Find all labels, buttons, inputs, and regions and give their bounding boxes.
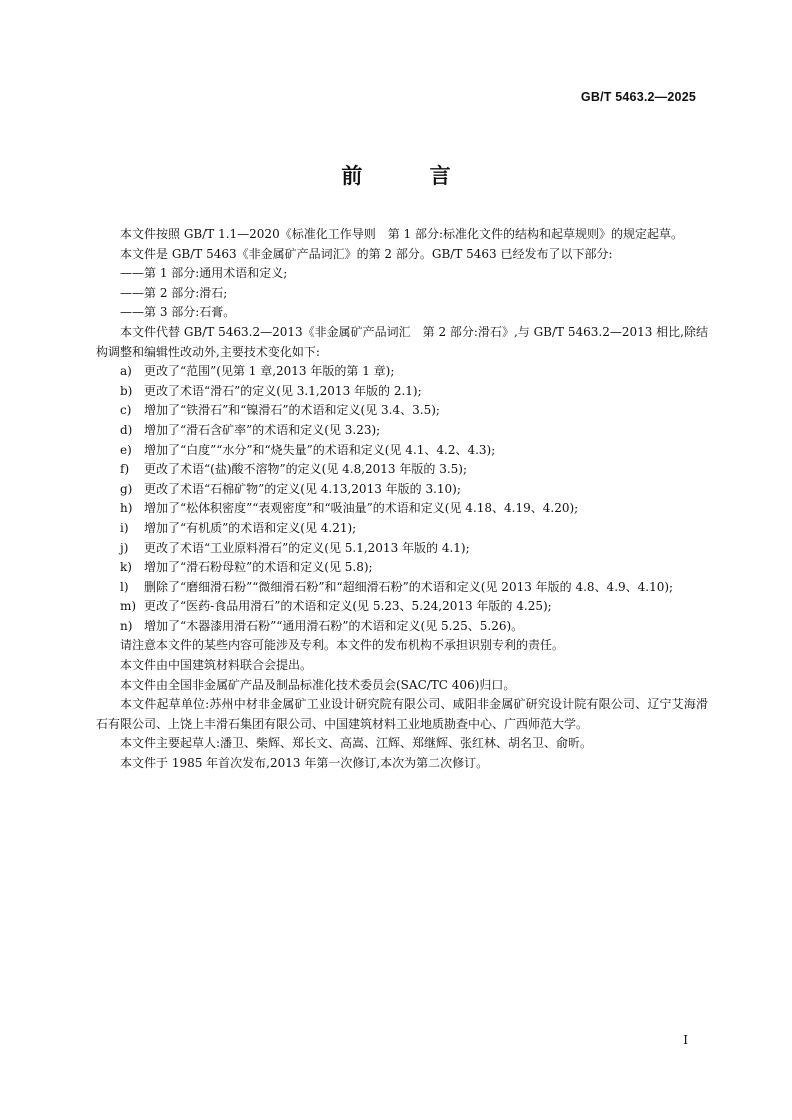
list-marker: a) [120,364,132,379]
change-list-item [96,499,708,519]
list-marker: j) [120,540,129,555]
change-text: 增加了“木器漆用滑石粉”“通用滑石粉”的术语和定义(见 5.25、5.26)。 [144,618,524,633]
paragraph-patent-notice: 请注意本文件的某些内容可能涉及专利。本文件的发布机构不承担识别专利的责任。 [120,638,565,653]
paragraph-drafters: 本文件主要起草人:潘卫、柴辉、郑长文、高嵩、江辉、郑继辉、张红林、胡名卫、俞昕。 [120,736,593,751]
change-list-item [96,519,708,539]
list-marker: h) [120,501,133,516]
change-text: 更改了术语“(盐)酸不溶物”的定义(见 4.8,2013 年版的 3.5); [144,462,468,477]
list-marker: e) [120,442,132,457]
list-marker: m) [120,599,137,614]
change-text: 删除了“磨细滑石粉”“微细滑石粉”和“超细滑石粉”的术语和定义(见 2013 年版的 4.8、4.9、4.10); [144,579,674,594]
list-marker: g) [120,481,133,496]
change-list-item [96,362,708,382]
change-list-item [96,617,708,637]
change-text: 更改了术语“工业原料滑石”的定义(见 5.1,2013 年版的 4.1); [144,540,470,555]
change-list-item [96,597,708,617]
change-text: 增加了“松体积密度”“表观密度”和“吸油量”的术语和定义(见 4.18、4.19、4.20); [144,501,579,516]
change-list-item [96,441,708,461]
list-marker: i) [120,520,129,535]
change-text: 增加了“滑石粉母粒”的术语和定义(见 5.8); [144,560,373,575]
part-list-item: ——第 1 部分:通用术语和定义; [120,266,288,281]
change-list-item [96,578,708,598]
list-marker: l) [120,579,129,594]
paragraph-replacement: 本文件代替 GB/T 5463.2—2013《非金属矿产品词汇 第 2 部分:滑石》,与 GB/T 5463.2—2013 相比,除结构调整和编辑性改动外,主要技术变化如下: [96,324,708,359]
part-list-item: ——第 2 部分:滑石; [120,285,228,300]
change-text: 更改了“医药-食品用滑石”的术语和定义(见 5.23、5.24,2013 年版的 4.25); [144,599,552,614]
change-text: 更改了术语“滑石”的定义(见 3.1,2013 年版的 2.1); [144,383,422,398]
paragraph-proposer: 本文件由中国建筑材料联合会提出。 [120,658,313,673]
change-text: 更改了“范围”(见第 1 章,2013 年版的第 1 章); [144,364,395,379]
change-list-item [96,539,708,559]
page-number: I [683,1033,688,1047]
paragraph-history: 本文件于 1985 年首次发布,2013 年第一次修订,本次为第二次修订。 [120,756,489,771]
part-list-item: ——第 3 部分:石膏。 [120,305,236,320]
change-list-item [96,480,708,500]
list-marker: d) [120,422,133,437]
change-list-item [96,460,708,480]
paragraph-part-overview: 本文件是 GB/T 5463《非金属矿产品词汇》的第 2 部分。GB/T 5463 已经发布了以下部分: [120,246,613,261]
list-marker: c) [120,403,132,418]
change-list-item [96,558,708,578]
page-title: 前 言 [341,163,481,188]
change-text: 增加了“滑石含矿率”的术语和定义(见 3.23); [144,422,381,437]
list-marker: f) [120,462,130,477]
change-list-item [96,421,708,441]
change-text: 增加了“铁滑石”和“镍滑石”的术语和定义(见 3.4、3.5); [144,403,440,418]
change-text: 增加了“白度”“水分”和“烧失量”的术语和定义(见 4.1、4.2、4.3); [144,442,496,457]
list-marker: b) [120,383,133,398]
change-text: 增加了“有机质”的术语和定义(见 4.21); [144,520,357,535]
paragraph-structure-basis: 本文件按照 GB/T 1.1—2020《标准化工作导则 第 1 部分:标准化文件的结构和起草规则》的规定起草。 [120,227,684,241]
change-list-item [96,401,708,421]
change-list-item [96,382,708,402]
paragraph-committee: 本文件由全国非金属矿产品及制品标准化技术委员会(SAC/TC 406)归口。 [120,677,516,692]
change-text: 更改了术语“石棉矿物”的定义(见 4.13,2013 年版的 3.10); [144,481,461,496]
document-body [96,225,708,774]
document-code: GB/T 5463.2—2025 [580,90,696,104]
list-marker: k) [120,560,132,575]
list-marker: n) [120,618,133,633]
paragraph-drafting-units: 本文件起草单位:苏州中材非金属矿工业设计研究院有限公司、咸阳非金属矿研究设计院有限公司、辽宁艾海滑石有限公司、上饶上丰滑石集团有限公司、中国建筑材料工业地质勘查中心、广西师范大学。 [96,697,708,731]
